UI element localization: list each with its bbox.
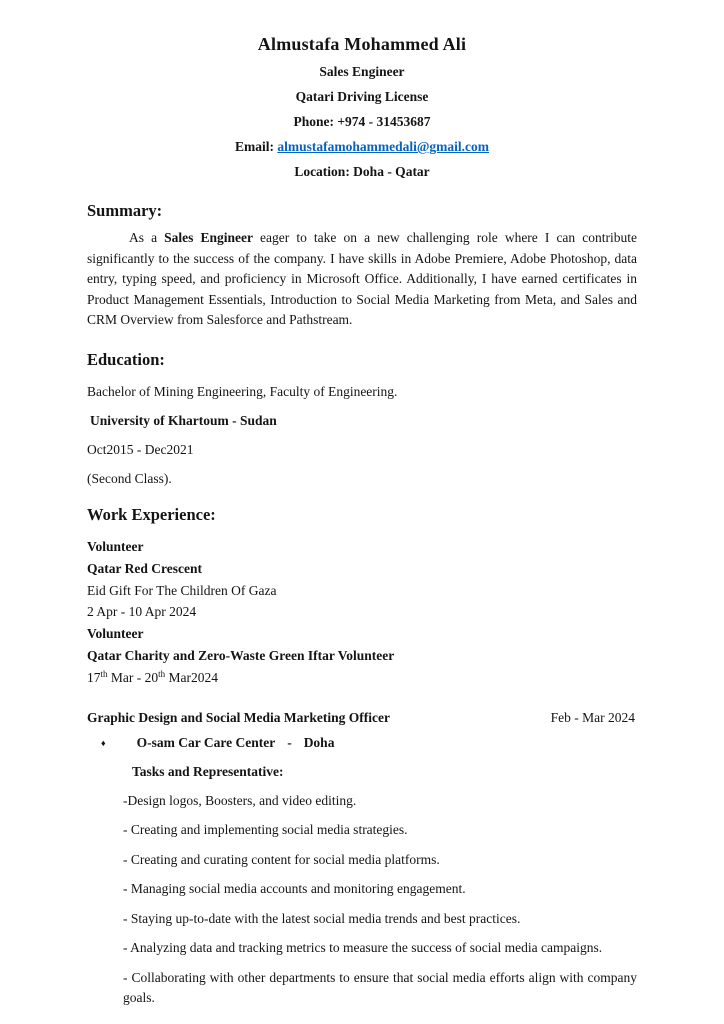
experience-org: Qatar Charity and Zero-Waste Green Iftar Volunteer — [87, 647, 395, 663]
work-experience-heading: Work Experience: — [87, 504, 216, 524]
candidate-name: Almustafa Mohammed Ali — [257, 34, 467, 54]
date-rest: Mar2024 — [165, 669, 219, 685]
company-separator: - — [287, 734, 292, 750]
email-label: Email: — [234, 139, 278, 154]
email-line — [87, 134, 637, 159]
tasks-list — [87, 791, 637, 1008]
company-name: O-sam Car Care Center — [136, 734, 276, 750]
date-middle: Mar - 20 — [107, 669, 159, 685]
experience-role: Volunteer — [87, 538, 144, 554]
experience-dates — [87, 667, 637, 689]
email-link[interactable]: almustafamohammedali@gmail.com — [277, 139, 490, 154]
work-experience-section — [87, 505, 637, 689]
education-degree: Bachelor of Mining Engineering, Faculty of Engineering. — [87, 383, 398, 399]
task-item: -Design logos, Boosters, and video editing. — [123, 792, 357, 808]
experience-role: Volunteer — [87, 626, 144, 642]
task-item: - Creating and implementing social media strategies. — [123, 822, 408, 838]
experience-org: Qatar Red Crescent — [87, 560, 202, 576]
diamond-bullet-icon: ♦ — [101, 737, 106, 748]
task-item: - Staying up-to-date with the latest social media trends and best practices. — [123, 910, 521, 926]
date-ordinal-1: th — [100, 668, 108, 679]
summary-bold-role: Sales Engineer — [164, 230, 253, 245]
date-day-1: 17 — [87, 669, 101, 685]
summary-paragraph — [87, 228, 637, 331]
company-city: Doha — [303, 734, 335, 750]
task-item: - Analyzing data and tracking metrics to measure the success of social media campaigns. — [123, 940, 603, 956]
phone-line: Phone: +974 - 31453687 — [293, 114, 431, 129]
job-dates: Feb - Mar 2024 — [550, 709, 635, 725]
experience-dates: 2 Apr - 10 Apr 2024 — [87, 604, 197, 620]
experience-detail: Eid Gift For The Children Of Gaza — [87, 582, 277, 598]
resume-header — [87, 34, 637, 184]
job-block — [87, 710, 637, 1008]
driving-license-line: Qatari Driving License — [295, 89, 429, 104]
education-university: University of Khartoum - Sudan — [90, 412, 277, 428]
task-item: - Collaborating with other departments to ensure that social media efforts align with company goals. — [123, 969, 637, 1005]
task-item: - Creating and curating content for social media platforms. — [123, 851, 440, 867]
summary-lead: As a — [129, 230, 165, 245]
tasks-heading: Tasks and Representative: — [132, 763, 284, 779]
location-line: Location: Doha - Qatar — [294, 164, 430, 179]
education-grade: (Second Class). — [87, 470, 172, 486]
experience-entry-1 — [87, 536, 637, 623]
summary-section — [87, 201, 637, 331]
education-dates: Oct2015 - Dec2021 — [87, 441, 194, 457]
education-section — [87, 350, 637, 493]
summary-heading: Summary: — [87, 201, 163, 220]
education-heading: Education: — [87, 349, 165, 369]
job-title: Graphic Design and Social Media Marketing Officer — [87, 709, 390, 725]
company-row — [87, 735, 637, 751]
summary-rest: eager to take on a new challenging role where I can contribute significantly to the success of the company. I have skills in Adobe Premiere, Adobe Photoshop, data entry, typing speed, and proficiency in Microsoft Office. Additionally, I have earned certificates in Product Management Essentials, Introduction to Social Media Marketing from Meta, and Sales and CRM Overview from Salesforce and Pathstream. — [87, 230, 637, 328]
candidate-job-title: Sales Engineer — [319, 64, 405, 79]
task-item: - Managing social media accounts and monitoring engagement. — [123, 881, 466, 897]
experience-entry-2 — [87, 623, 637, 688]
date-ordinal-2: th — [158, 668, 166, 679]
job-title-row — [87, 710, 637, 726]
